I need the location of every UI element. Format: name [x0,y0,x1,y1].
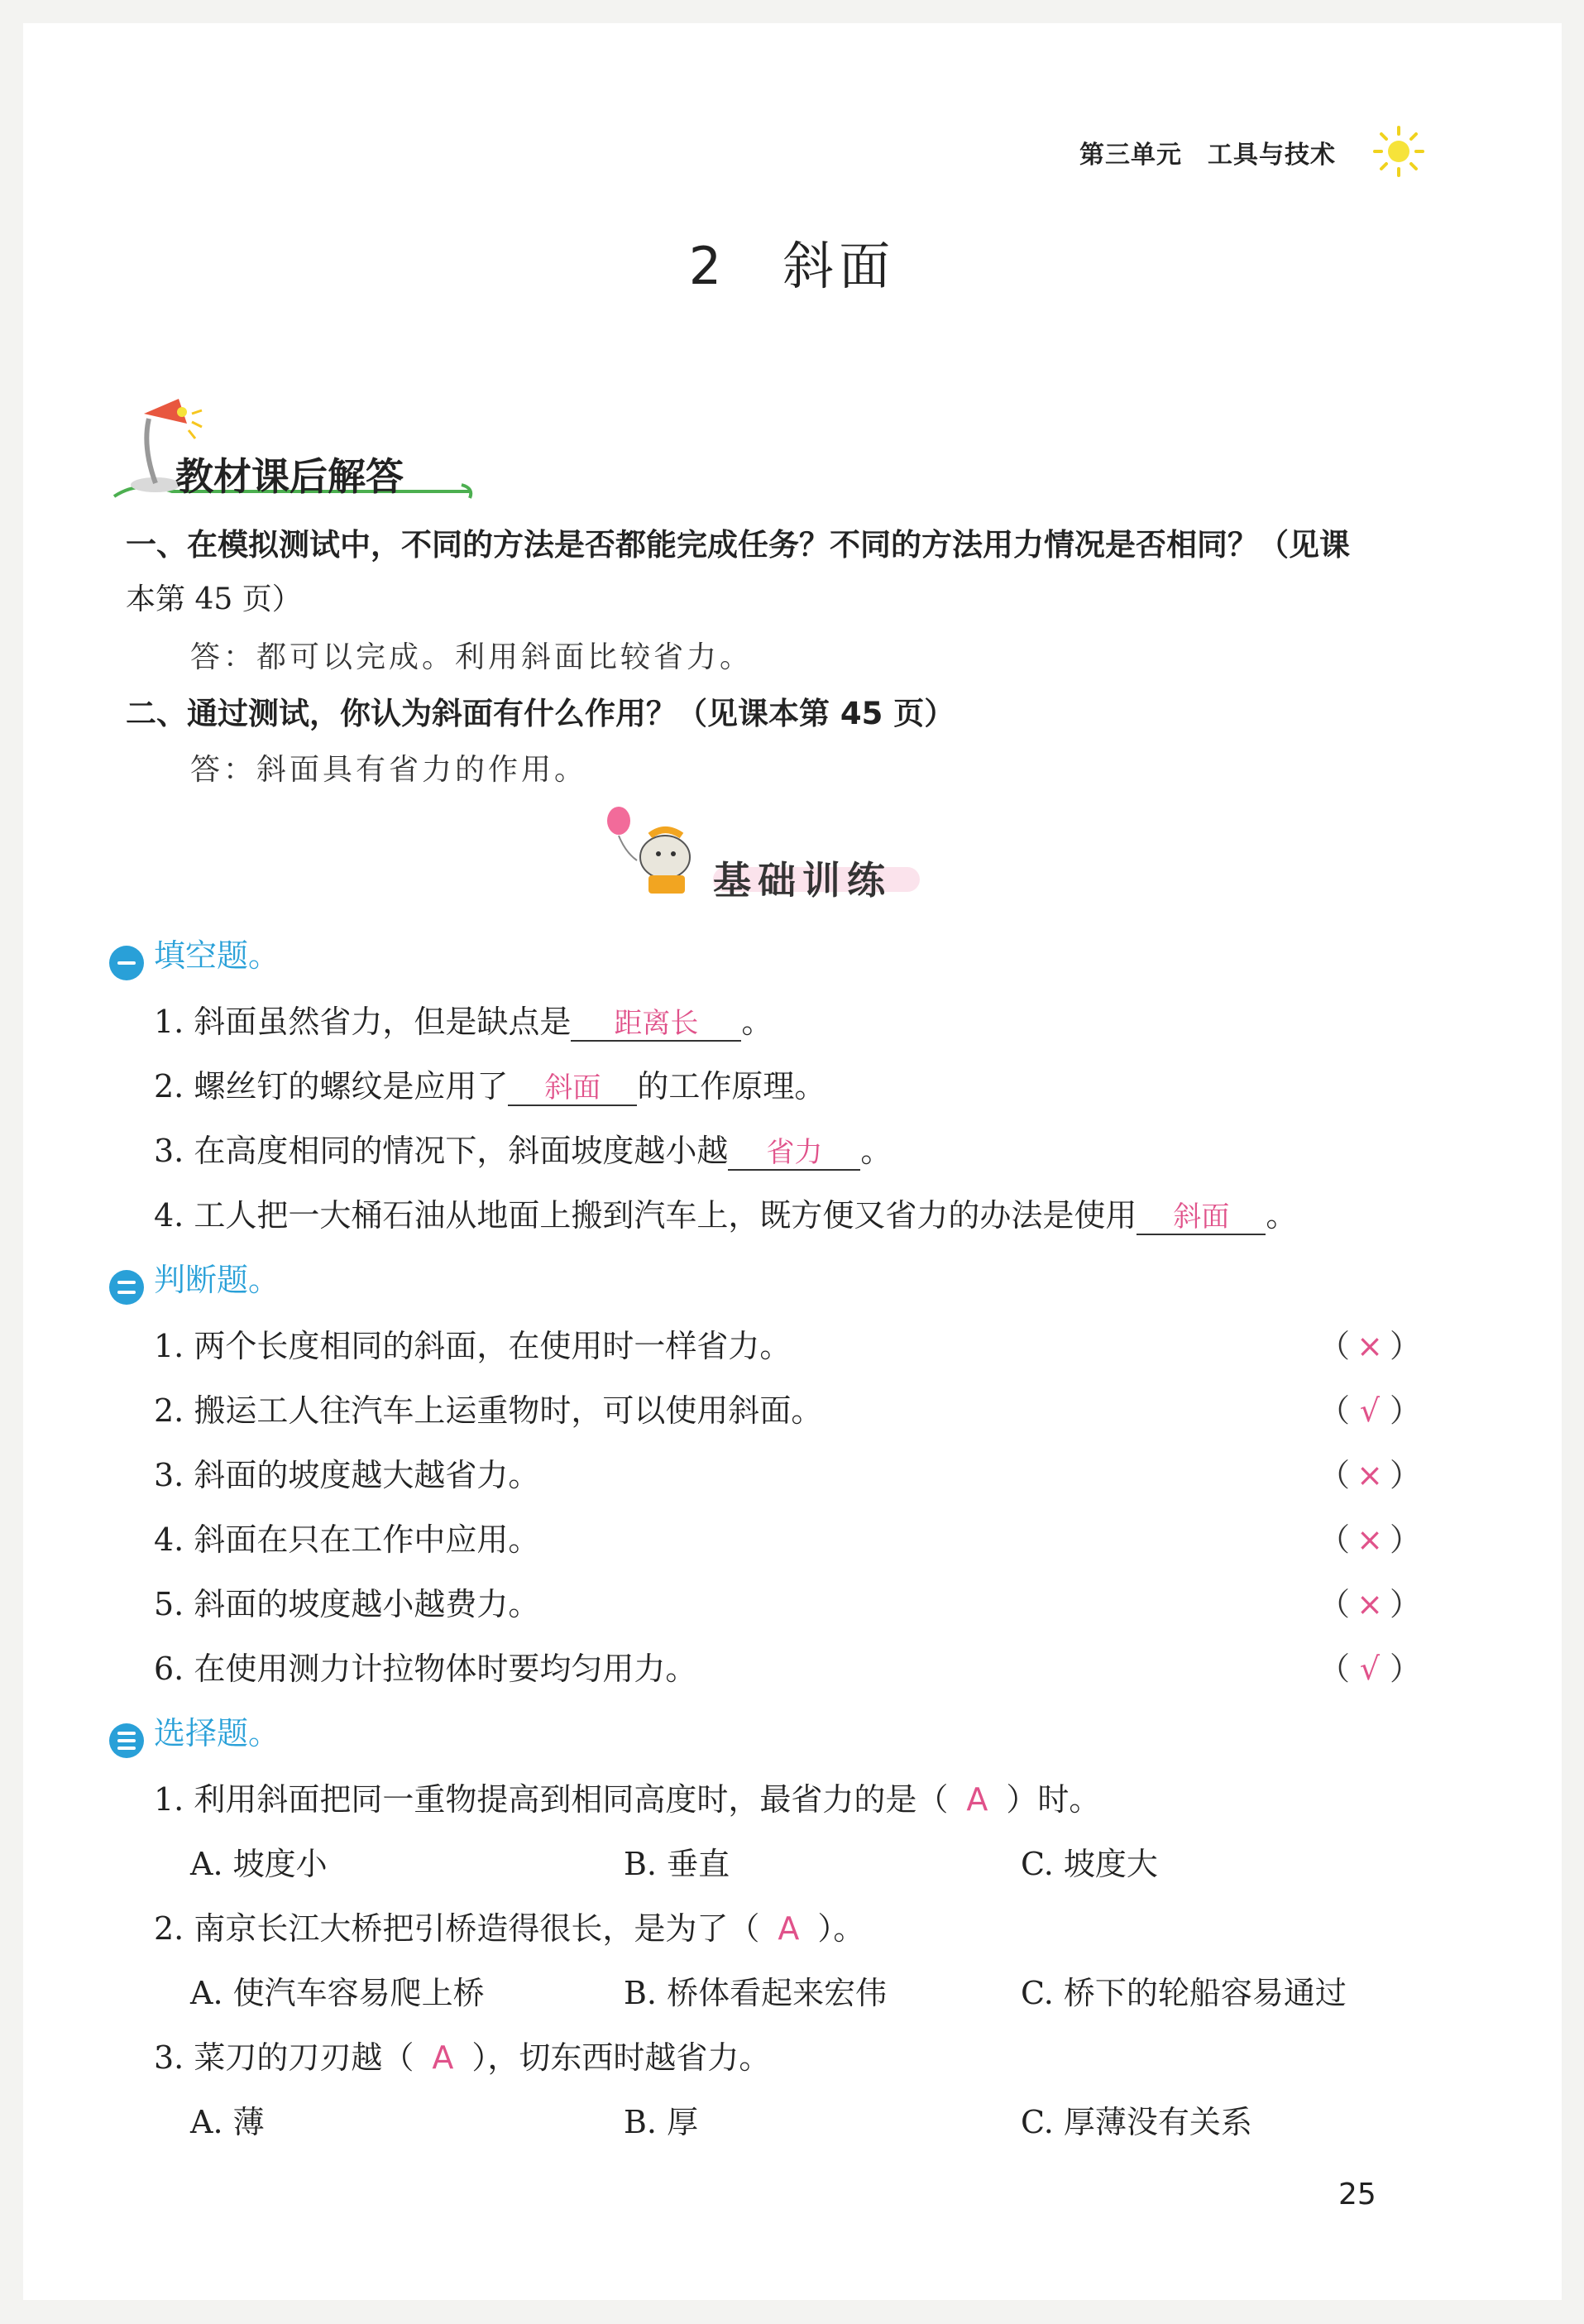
choice-2-option-a: A. 使汽车容易爬上桥 [190,1975,485,2011]
sun-icon [1370,122,1428,180]
judge-mark: × [1357,1457,1383,1493]
fill-answer-blank: 斜面 [1137,1200,1266,1235]
section-number-2-icon [109,1270,144,1305]
choice-1-option-c: C. 坡度大 [1021,1846,1158,1882]
question-1-line1: 一、在模拟测试中，不同的方法是否都能完成任务？不同的方法用力情况是否相同？（见课 [126,527,1350,563]
fill-item-1 [154,996,773,1042]
judge-mark: × [1357,1521,1383,1558]
choice-1-option-a: A. 坡度小 [190,1846,328,1882]
choice-item-1 [154,1774,1100,1819]
unit-header: 第三单元 工具与技术 [1079,141,1336,170]
fill-item-suffix: 。 [741,1004,773,1040]
fill-item-text: 2. 螺丝钉的螺纹是应用了 [154,1068,509,1104]
fill-answer-blank: 省力 [728,1136,860,1171]
fill-item-text: 4. 工人把一大桶石油从地面上搬到汽车上，既方便又省力的办法是使用 [154,1197,1137,1234]
choice-item-2 [154,1903,864,1948]
question-2: 二、通过测试，你认为斜面有什么作用？（见课本第 45 页） [126,696,955,731]
section-judge-header [109,1254,280,1305]
judge-mark: × [1357,1586,1383,1622]
choice-answer: A [778,1910,800,1947]
judge-item-5: 5. 斜面的坡度越小越费力。 [154,1586,540,1622]
fill-item-4 [154,1190,1297,1235]
question-1-line2: 本第 45 页） [126,582,302,616]
fill-item-suffix: 。 [860,1133,892,1169]
judge-item-4: 4. 斜面在只在工作中应用。 [154,1521,540,1558]
answer-1: 答：都可以完成。利用斜面比较省力。 [190,640,754,674]
choice-2-option-b: B. 桥体看起来宏伟 [624,1975,888,2011]
fill-item-suffix: 的工作原理。 [637,1068,826,1104]
choice-answer: A [966,1781,988,1818]
judge-answer-4: （ × ） [1318,1521,1422,1558]
section-banner-basic-training: 基础训练 [713,858,892,903]
judge-answer-5: （ × ） [1318,1586,1422,1622]
section-choice-label: 选择题。 [154,1715,280,1751]
choice-2-option-c: C. 桥下的轮船容易通过 [1021,1975,1347,2011]
fill-answer-blank: 距离长 [571,1007,741,1042]
fill-item-text: 3. 在高度相同的情况下，斜面坡度越小越 [154,1133,729,1169]
judge-answer-3: （ × ） [1318,1457,1422,1493]
section-number-1-icon [109,946,144,980]
fill-item-2 [154,1061,825,1106]
section-fill-label: 填空题。 [154,937,280,974]
answer-2: 答：斜面具有省力的作用。 [190,753,588,787]
choice-item-suffix: ）时。 [1006,1781,1101,1818]
section-choice-header [109,1708,280,1758]
fill-item-3 [154,1125,892,1171]
judge-item-6: 6. 在使用测力计拉物体时要均匀用力。 [154,1651,697,1687]
choice-3-option-b: B. 厚 [624,2104,699,2140]
judge-item-3: 3. 斜面的坡度越大越省力。 [154,1457,540,1493]
judge-item-1: 1. 两个长度相同的斜面，在使用时一样省力。 [154,1328,792,1364]
choice-item-suffix: ），切东西时越省力。 [471,2039,771,2076]
fill-item-suffix: 。 [1266,1197,1298,1234]
choice-3-option-a: A. 薄 [190,2104,265,2140]
choice-item-text: 3. 菜刀的刀刃越（ [154,2039,414,2076]
judge-answer-2: （ √ ） [1318,1392,1422,1429]
judge-mark: √ [1359,1651,1381,1687]
choice-item-3 [154,2032,770,2077]
judge-mark: √ [1359,1392,1381,1429]
fill-answer-blank: 斜面 [508,1071,637,1106]
section-banner-textbook-answers: 教材课后解答 [175,454,404,499]
lesson-title: 2 斜面 [688,236,896,296]
page-number: 25 [1338,2178,1376,2211]
section-fill-header [109,930,280,980]
elephant-balloon-icon [601,803,716,902]
section-number-3-icon [109,1723,144,1758]
judge-mark: × [1357,1328,1383,1364]
choice-answer: A [432,2039,454,2076]
choice-item-text: 2. 南京长江大桥把引桥造得很长，是为了（ [154,1910,760,1947]
choice-1-option-b: B. 垂直 [624,1846,730,1882]
choice-item-text: 1. 利用斜面把同一重物提高到相同高度时，最省力的是（ [154,1781,949,1818]
choice-item-suffix: ）。 [817,1910,865,1947]
section-judge-label: 判断题。 [154,1262,280,1298]
judge-item-2: 2. 搬运工人往汽车上运重物时，可以使用斜面。 [154,1392,823,1429]
judge-answer-1: （ × ） [1318,1328,1422,1364]
choice-3-option-c: C. 厚薄没有关系 [1021,2104,1252,2140]
judge-answer-6: （ √ ） [1318,1651,1422,1687]
fill-item-text: 1. 斜面虽然省力，但是缺点是 [154,1004,572,1040]
